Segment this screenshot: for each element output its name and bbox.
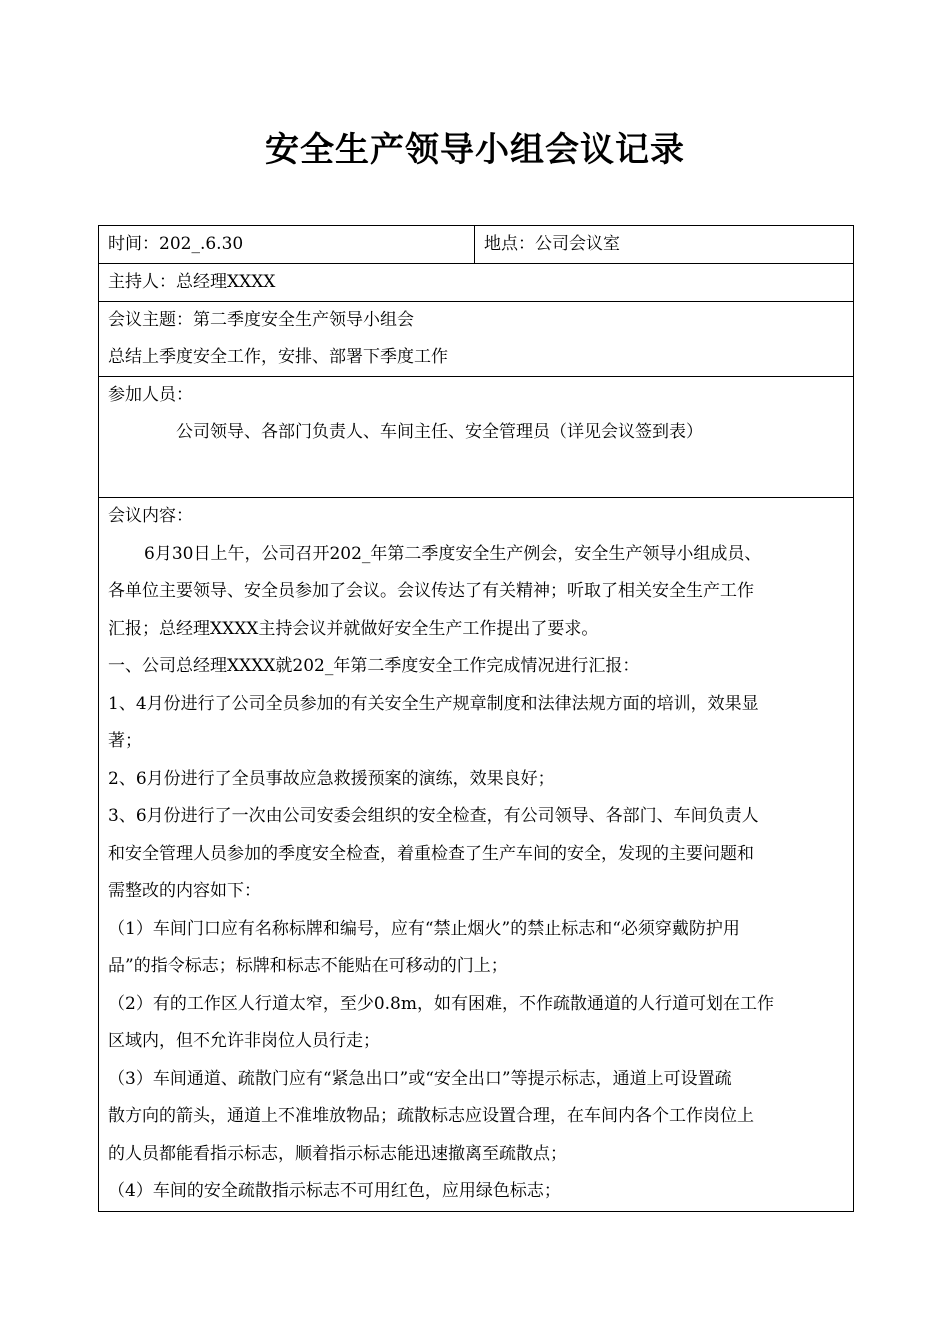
attendees-list: 公司领导、各部门负责人、车间主任、安全管理员（详见会议签到表）: [176, 422, 703, 442]
content-line: 著；: [108, 731, 142, 751]
content-cell: [99, 498, 854, 1212]
content-line: （2）有的工作区人行道太窄，至少0.8m，如有困难，不作疏散通道的人行道可划在工作: [108, 993, 774, 1014]
meeting-time: 时间：202_.6.30: [108, 234, 244, 254]
topic-line: 总结上季度安全工作，安排、部署下季度工作: [108, 347, 448, 367]
location-cell: [475, 226, 854, 264]
topic-line: 会议主题：第二季度安全生产领导小组会: [108, 310, 414, 330]
content-line: 散方向的箭头，通道上不准堆放物品；疏散标志应设置合理，在车间内各个工作岗位上: [108, 1106, 754, 1126]
content-line: 区域内，但不允许非岗位人员行走；: [108, 1031, 380, 1051]
content-line: 3、6月份进行了一次由公司安委会组织的安全检查，有公司领导、各部门、车间负责人: [108, 806, 759, 826]
content-line: （3）车间通道、疏散门应有“紧急出口”或“安全出口”等提示标志，通道上可设置疏: [108, 1068, 732, 1089]
row-time-location: [99, 226, 854, 264]
topic-cell: [99, 302, 854, 377]
content-line: 和安全管理人员参加的季度安全检查，着重检查了生产车间的安全，发现的主要问题和: [108, 843, 754, 864]
row-host: [99, 264, 854, 302]
content-line: 汇报；总经理XXXX主持会议并就做好安全生产工作提出了要求。: [108, 618, 599, 639]
content-line: 需整改的内容如下：: [108, 881, 261, 901]
row-topic: [99, 302, 854, 377]
document-title: 安全生产领导小组会议记录: [265, 130, 685, 170]
meeting-record-table: [98, 225, 854, 1212]
row-content: [99, 498, 854, 1212]
content-line: 一、公司总经理XXXX就202_年第二季度安全工作完成情况进行汇报：: [108, 656, 640, 676]
host-cell: [99, 264, 854, 302]
meeting-host: 主持人：总经理XXXX: [108, 272, 276, 292]
attendees-label: 参加人员：: [108, 385, 193, 405]
content-line: （4）车间的安全疏散指示标志不可用红色，应用绿色标志；: [108, 1181, 561, 1201]
attendees-cell: [99, 377, 854, 498]
meeting-location: 地点：公司会议室: [484, 234, 620, 254]
content-line: 1、4月份进行了公司全员参加的有关安全生产规章制度和法律法规方面的培训，效果显: [108, 693, 759, 714]
content-line: 6月30日上午，公司召开202_年第二季度安全生产例会，安全生产领导小组成员、: [144, 543, 762, 564]
row-attendees: [99, 377, 854, 498]
content-line: 2、6月份进行了全员事故应急救援预案的演练，效果良好；: [108, 768, 555, 789]
content-line: （1）车间门口应有名称标牌和编号，应有“禁止烟火”的禁止标志和“必须穿戴防护用: [108, 918, 740, 939]
content-line: 品”的指令标志；标牌和标志不能贴在可移动的门上；: [108, 956, 508, 976]
content-line: 各单位主要领导、安全员参加了会议。会议传达了有关精神；听取了相关安全生产工作: [108, 581, 754, 601]
content-line: 的人员都能看指示标志，顺着指示标志能迅速撤离至疏散点；: [108, 1143, 567, 1164]
content-label: 会议内容：: [108, 506, 193, 526]
time-cell: [99, 226, 475, 264]
